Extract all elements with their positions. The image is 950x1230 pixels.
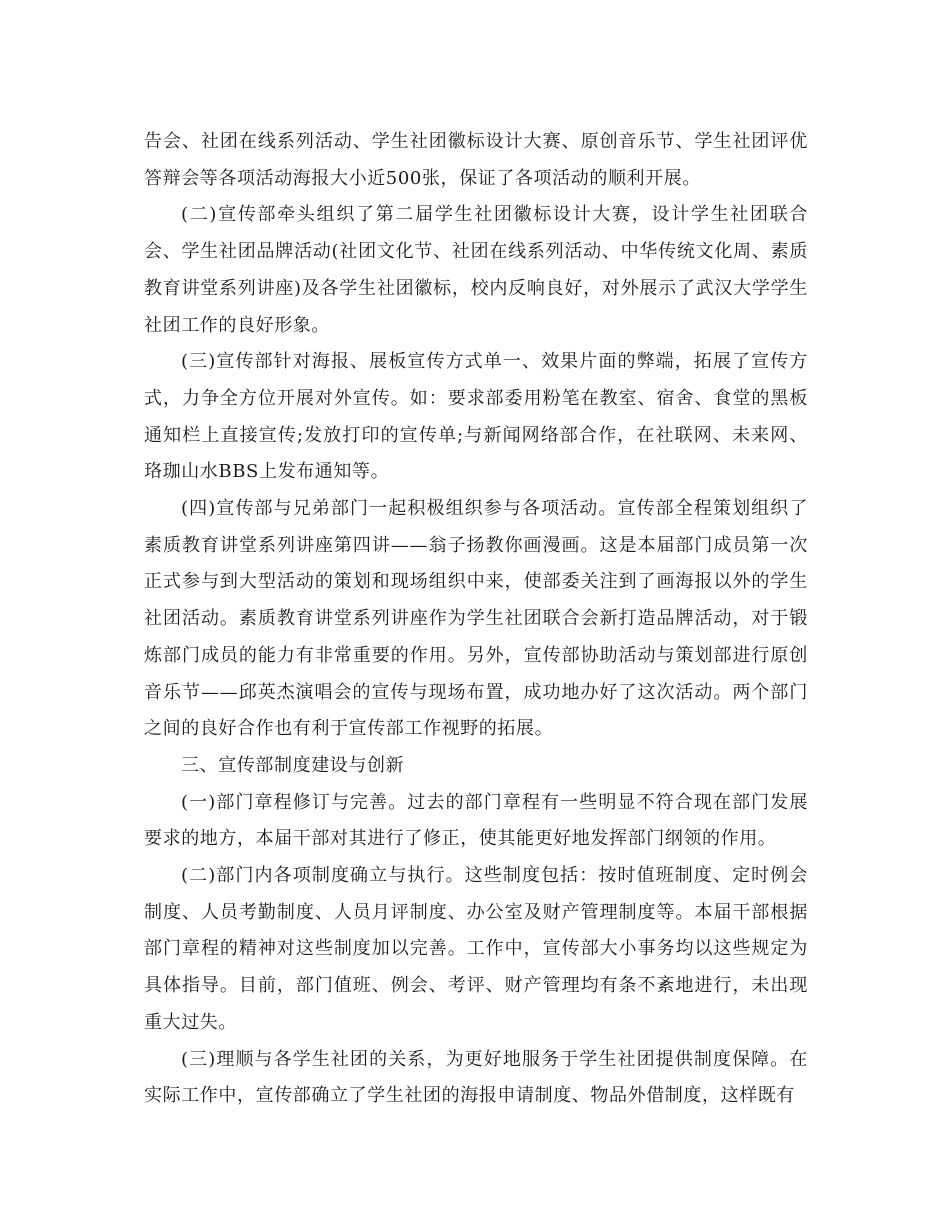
document-body <box>144 124 808 1115</box>
paragraph-charter-revision: (一)部门章程修订与完善。过去的部门章程有一些明显不符合现在部门发展要求的地方，本届干部对其进行了修正，使其能更好地发挥部门纲领的作用。 <box>144 791 808 850</box>
paragraph-club-relations: (三)理顺与各学生社团的关系，为更好地服务于学生社团提供制度保障。在实际工作中，宣传部确立了学生社团的海报申请制度、物品外借制度，这样既有 <box>144 1048 808 1107</box>
paragraph-joint-activities: (四)宣传部与兄弟部门一起积极组织参与各项活动。宣传部全程策划组织了素质教育讲堂系列讲座第四讲——翁子扬教你画漫画。这是本届部门成员第一次正式参与到大型活动的策划和现场组织中来，使部委关注到了画海报以外的学生社团活动。素质教育讲堂系列讲座作为学生社团联合会新打造品牌活动，对于锻炼部门成员的能力有非常重要的作用。另外，宣传部协助活动与策划部进行原创音乐节——邱英杰演唱会的宣传与现场布置，成功地办好了这次活动。两个部门之间的良好合作也有利于宣传部工作视野的拓展。 <box>144 498 808 740</box>
paragraph-poster-summary: 告会、社团在线系列活动、学生社团徽标设计大赛、原创音乐节、学生社团评优答辩会等各项活动海报大小近500张，保证了各项活动的顺利开展。 <box>144 131 808 189</box>
paragraph-internal-systems: (二)部门内各项制度确立与执行。这些制度包括：按时值班制度、定时例会制度、人员考勤制度、人员月评制度、办公室及财产管理制度等。本届干部根据部门章程的精神对这些制度加以完善。工作中，宣传部大小事务均以这些规定为具体指导。目前，部门值班、例会、考评、财产管理均有条不紊地进行，未出现重大过失。 <box>144 865 808 1033</box>
section-heading-system-building: 三、宣传部制度建设与创新 <box>181 754 405 776</box>
paragraph-emblem-contest: (二)宣传部牵头组织了第二届学生社团徽标设计大赛，设计学生社团联合会、学生社团品牌活动(社团文化节、社团在线系列活动、中华传统文化周、素质教育讲堂系列讲座)及各学生社团徽标，校内反响良好，对外展示了武汉大学学生社团工作的良好形象。 <box>144 204 808 336</box>
paragraph-publicity-methods: (三)宣传部针对海报、展板宣传方式单一、效果片面的弊端，拓展了宣传方式，力争全方位开展对外宣传。如：要求部委用粉笔在教室、宿舍、食堂的黑板通知栏上直接宣传;发放打印的宣传单;与新闻网络部合作，在社联网、未来网、珞珈山水BBS上发布通知等。 <box>144 351 808 483</box>
